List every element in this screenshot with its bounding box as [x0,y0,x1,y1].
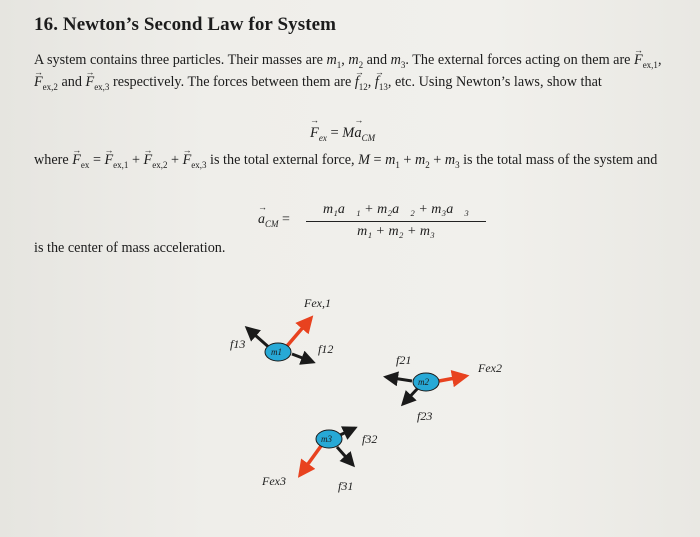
particle-m1-label: m1 [271,347,282,357]
label-f23: f23 [417,409,433,423]
particle-m3-label: m3 [321,434,332,444]
f23-arrow [403,388,418,404]
force-diagram [0,280,700,537]
fex2-arrow [439,376,466,381]
fraction-numerator: m₁a⃗₁ + m₂a⃗₂ + m₃a⃗₃ [322,202,470,217]
label-fex1: Fex,1 [304,296,331,310]
label-f13: f13 [230,337,246,351]
page: 16. Newton’s Second Law for System A system contains three particles. Their masses are $m_1$, $m_2$ and $m_3$. The external forces acting on them are → $F_{ex,1}$, → $F_{ex,2}$ and → $F_{ex,3}$ respectively. The forces between them are → $f_{12}$, → $f_{13}$, etc. Using Newton’s laws, show that → $F_{ex} = M\to a_{CM}$ where → $F_{ex}$ = → $F_{ex,1}$ + → $F_{ex,2}$ + → $F_{ex,3}$ is the total external force, $M = m_1 + m_2 + m_3$ is the total mass of the system and → $a_{CM}$ = m₁a⃗₁ + m₂a⃗₂ + m₃a⃗₃ m₁ + m₂ + m₃ is the center of mass acceleration. m1 f13 Fex,1 f12 m2 f21 Fex2 f23 m3 f32 Fex3 f31 [0,0,700,537]
intro-paragraph: A system contains three particles. Their masses are $m_1$, $m_2$ and $m_3$. The external forces acting on them are → $F_{ex,1}$, → $F_{ex,2}$ and → $F_{ex,3}$ respectively. The forces between them are → $f_{12}$, → $f_{13}$, etc. Using Newton’s laws, show that [34,52,670,97]
f12-arrow [292,354,313,362]
fex3-arrow [300,446,321,475]
label-f21: f21 [396,353,412,367]
label-f12: f12 [318,342,334,356]
equation-newton-system: → $F_{ex} = M\to a_{CM}$ [310,125,375,143]
fex1-arrow [287,318,311,346]
label-f32: f32 [362,432,378,446]
f31-arrow [337,447,353,465]
f21-arrow [386,377,412,381]
closing-text: is the center of mass acceleration. [34,240,226,256]
fraction-bar [306,221,486,222]
label-fex2: Fex2 [478,361,502,375]
fraction-denominator: m₁ + m₂ + m₃ [357,224,435,239]
fraction [306,202,486,240]
label-f31: f31 [338,479,354,493]
label-fex3: Fex3 [262,474,286,488]
where-paragraph: where → $F_{ex}$ = → $F_{ex,1}$ + → $F_{ex,2}$ + → $F_{ex,3}$ is the total external force, $M = m_1 + m_2 + m_3$ is the total mass of the system and [34,152,674,174]
page-title: 16. Newton’s Second Law for System [34,14,337,35]
particle-m2-label: m2 [418,377,429,387]
